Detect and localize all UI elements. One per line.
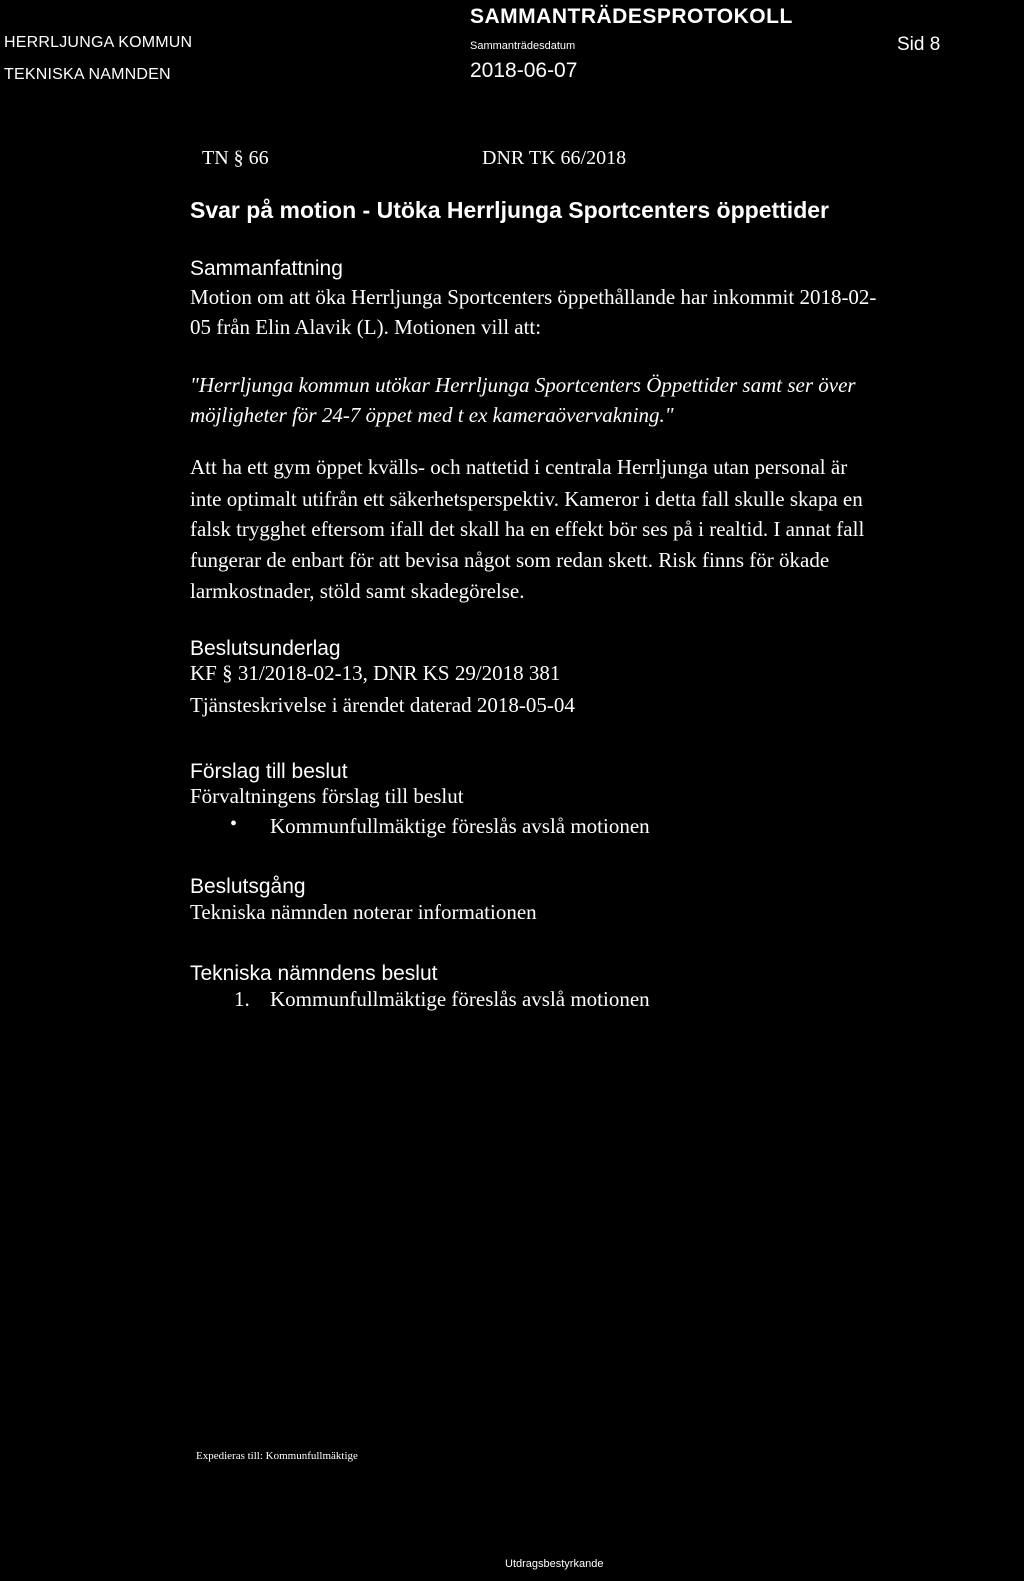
motion-quote: möjligheter för 24-7 öppet med t ex kameraövervakning." bbox=[190, 403, 674, 427]
document-type: SAMMANTRÄDESPROTOKOLL bbox=[470, 5, 793, 28]
proposal-bullet: Kommunfullmäktige föreslås avslå motionen bbox=[270, 814, 650, 838]
paragraph-number: TN § 66 bbox=[202, 147, 269, 169]
summary-paragraph-line: fungerar de enbart för att bevisa något som redan skett. Risk finns för ökade bbox=[190, 548, 830, 572]
bullet-dot: • bbox=[230, 813, 238, 835]
decision-heading: Tekniska nämndens beslut bbox=[190, 962, 438, 985]
proposal-heading: Förslag till beslut bbox=[190, 760, 348, 783]
page-number: Sid 8 bbox=[897, 34, 941, 55]
summary-paragraph-line: larmkostnader, stöld samt skadegörelse. bbox=[190, 579, 525, 603]
summary-paragraph-line: Att ha ett gym öppet kvälls- och nattetid i centrala Herrljunga utan personal är bbox=[190, 455, 848, 479]
procedure-heading: Beslutsgång bbox=[190, 875, 306, 898]
basis-line: Tjänsteskrivelse i ärendet daterad 2018-05-04 bbox=[190, 693, 575, 717]
distribution-note: Expedieras till: Kommunfullmäktige bbox=[196, 1450, 358, 1462]
case-title: Svar på motion - Utöka Herrljunga Sportcenters öppettider bbox=[190, 197, 829, 223]
summary-paragraph-line: inte optimalt utifrån ett säkerhetsperspektiv. Kameror i detta fall skulle skapa en bbox=[190, 487, 863, 511]
committee-name: TEKNISKA NAMNDEN bbox=[4, 66, 171, 83]
org-name: HERRLJUNGA KOMMUN bbox=[4, 34, 193, 51]
basis-line: KF § 31/2018-02-13, DNR KS 29/2018 381 bbox=[190, 661, 561, 685]
motion-quote: "Herrljunga kommun utökar Herrljunga Sportcenters Öppettider samt ser över bbox=[190, 373, 856, 397]
certifier-label: Utdragsbestyrkande bbox=[505, 1558, 604, 1570]
procedure-text: Tekniska nämnden noterar informationen bbox=[190, 900, 537, 924]
basis-heading: Beslutsunderlag bbox=[190, 637, 341, 660]
meeting-date-label: Sammanträdesdatum bbox=[470, 40, 576, 52]
summary-heading: Sammanfattning bbox=[190, 257, 343, 280]
meeting-date: 2018-06-07 bbox=[470, 59, 578, 82]
dnr-number: DNR TK 66/2018 bbox=[482, 147, 627, 169]
summary-line: Motion om att öka Herrljunga Sportcenters öppethållande har inkommit 2018-02- bbox=[190, 285, 877, 309]
summary-line: 05 från Elin Alavik (L). Motionen vill att: bbox=[190, 315, 542, 339]
decision-number: 1. bbox=[234, 987, 250, 1011]
summary-paragraph-line: falsk trygghet eftersom ifall det skall ha en effekt bör ses på i realtid. I annat fall bbox=[190, 517, 865, 541]
proposal-intro: Förvaltningens förslag till beslut bbox=[190, 784, 464, 808]
decision-text: Kommunfullmäktige föreslås avslå motionen bbox=[270, 987, 650, 1011]
